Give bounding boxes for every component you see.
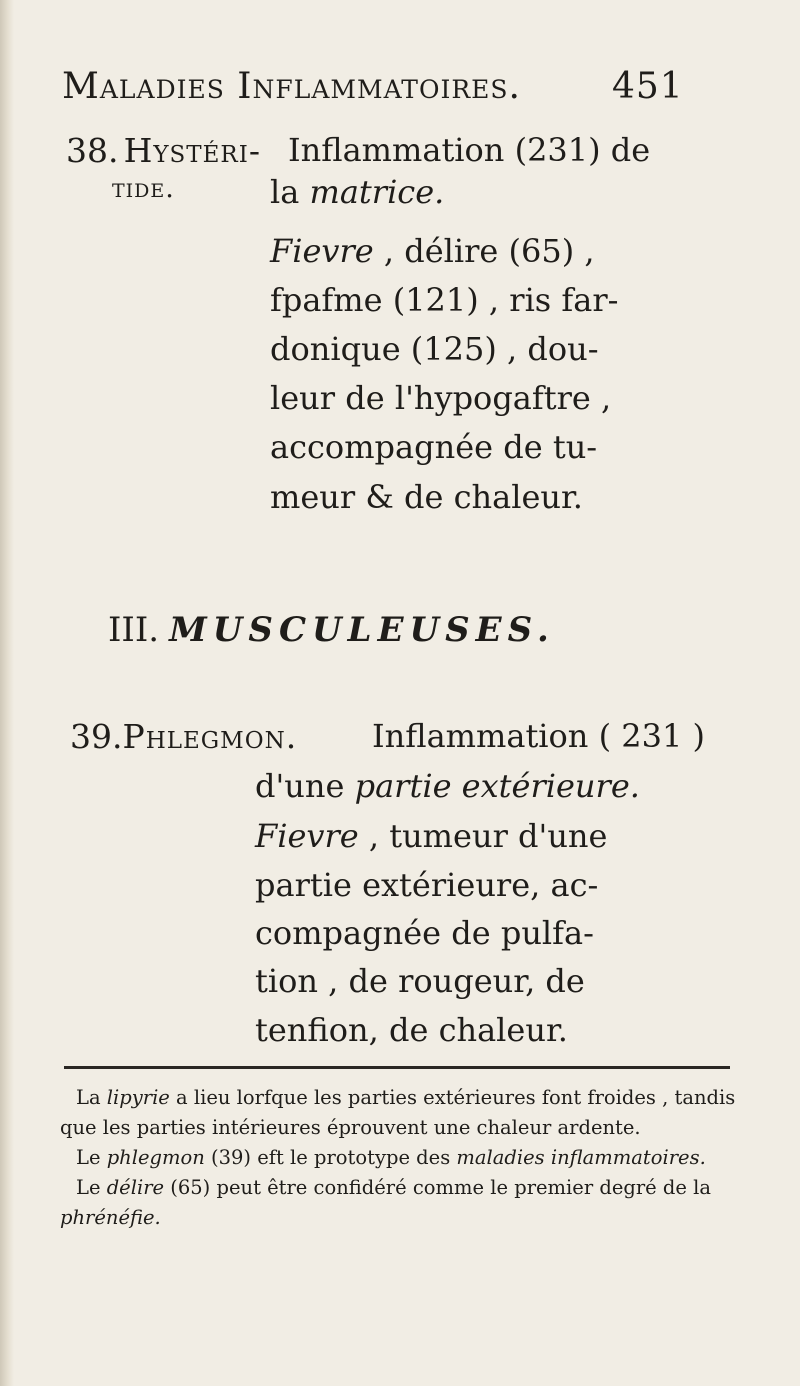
- entry-name: Hystéri-: [123, 131, 261, 170]
- emphasis: matrice.: [309, 173, 445, 211]
- entry-symptoms-line: tenfion, de chaleur.: [255, 1011, 568, 1049]
- entry-definition-line2: d'une partie extérieure.: [255, 767, 640, 805]
- footnote: La lipyrie a lieu lorfque les parties extérieures font froides , tandis que les parties intérieures éprouvent une chaleur ardente.: [60, 1086, 736, 1139]
- entry-definition: Inflammation ( 231 ): [372, 717, 705, 755]
- emphasis: délire: [106, 1176, 165, 1199]
- entry-definition: Inflammation (231) de: [288, 131, 651, 169]
- page-number: 451: [612, 66, 684, 107]
- entry-symptoms-line: accompagnée de tu-: [270, 428, 598, 466]
- entry-definition-line2: la matrice.: [270, 173, 445, 211]
- entry-name-continued: tide.: [112, 173, 175, 204]
- section-heading: [108, 610, 555, 650]
- entry-symptoms-line: meur & de chaleur.: [270, 478, 583, 516]
- page-spine-shadow: [0, 0, 14, 1386]
- entry-symptoms-line: leur de l'hypogaftre ,: [270, 379, 612, 417]
- emphasis: Fievre: [255, 817, 359, 855]
- entry-symptoms-line: partie extérieure, ac-: [255, 866, 599, 904]
- entry-38-term: [66, 131, 261, 170]
- entry-39-term: [70, 717, 297, 756]
- header-title: Maladies Inflammatoires.: [62, 66, 521, 107]
- emphasis: maladies inflammatoires.: [456, 1146, 706, 1169]
- entry-number: 38.: [66, 131, 119, 170]
- entry-symptoms-line: fpafme (121) , ris far-: [270, 281, 619, 319]
- emphasis: phrénéfie.: [60, 1206, 161, 1229]
- section-title: MUSCULEUSES.: [169, 610, 555, 650]
- emphasis: phlegmon: [106, 1146, 205, 1169]
- entry-symptoms-line: donique (125) , dou-: [270, 330, 599, 368]
- entry-symptoms-line: compagnée de pulfa-: [255, 914, 594, 952]
- emphasis: lipyrie: [106, 1086, 170, 1109]
- entry-name: Phlegmon.: [122, 717, 298, 756]
- footnote: Le phlegmon (39) eft le prototype des maladies inflammatoires.: [76, 1146, 706, 1169]
- footnotes: [60, 1083, 740, 1233]
- footnote-divider: [64, 1066, 730, 1069]
- footnote: Le délire (65) peut être confidéré comme le premier degré de la phrénéfie.: [60, 1176, 711, 1229]
- entry-symptoms-line: Fievre , tumeur d'une: [255, 817, 608, 855]
- emphasis: Fievre: [270, 232, 374, 270]
- section-numeral: III.: [108, 610, 160, 650]
- entry-symptoms-line: tion , de rougeur, de: [255, 962, 585, 1000]
- entry-symptoms-line: Fievre , délire (65) ,: [270, 232, 595, 270]
- entry-number: 39.: [70, 717, 123, 756]
- running-header: [62, 66, 684, 107]
- emphasis: partie extérieure.: [354, 767, 640, 805]
